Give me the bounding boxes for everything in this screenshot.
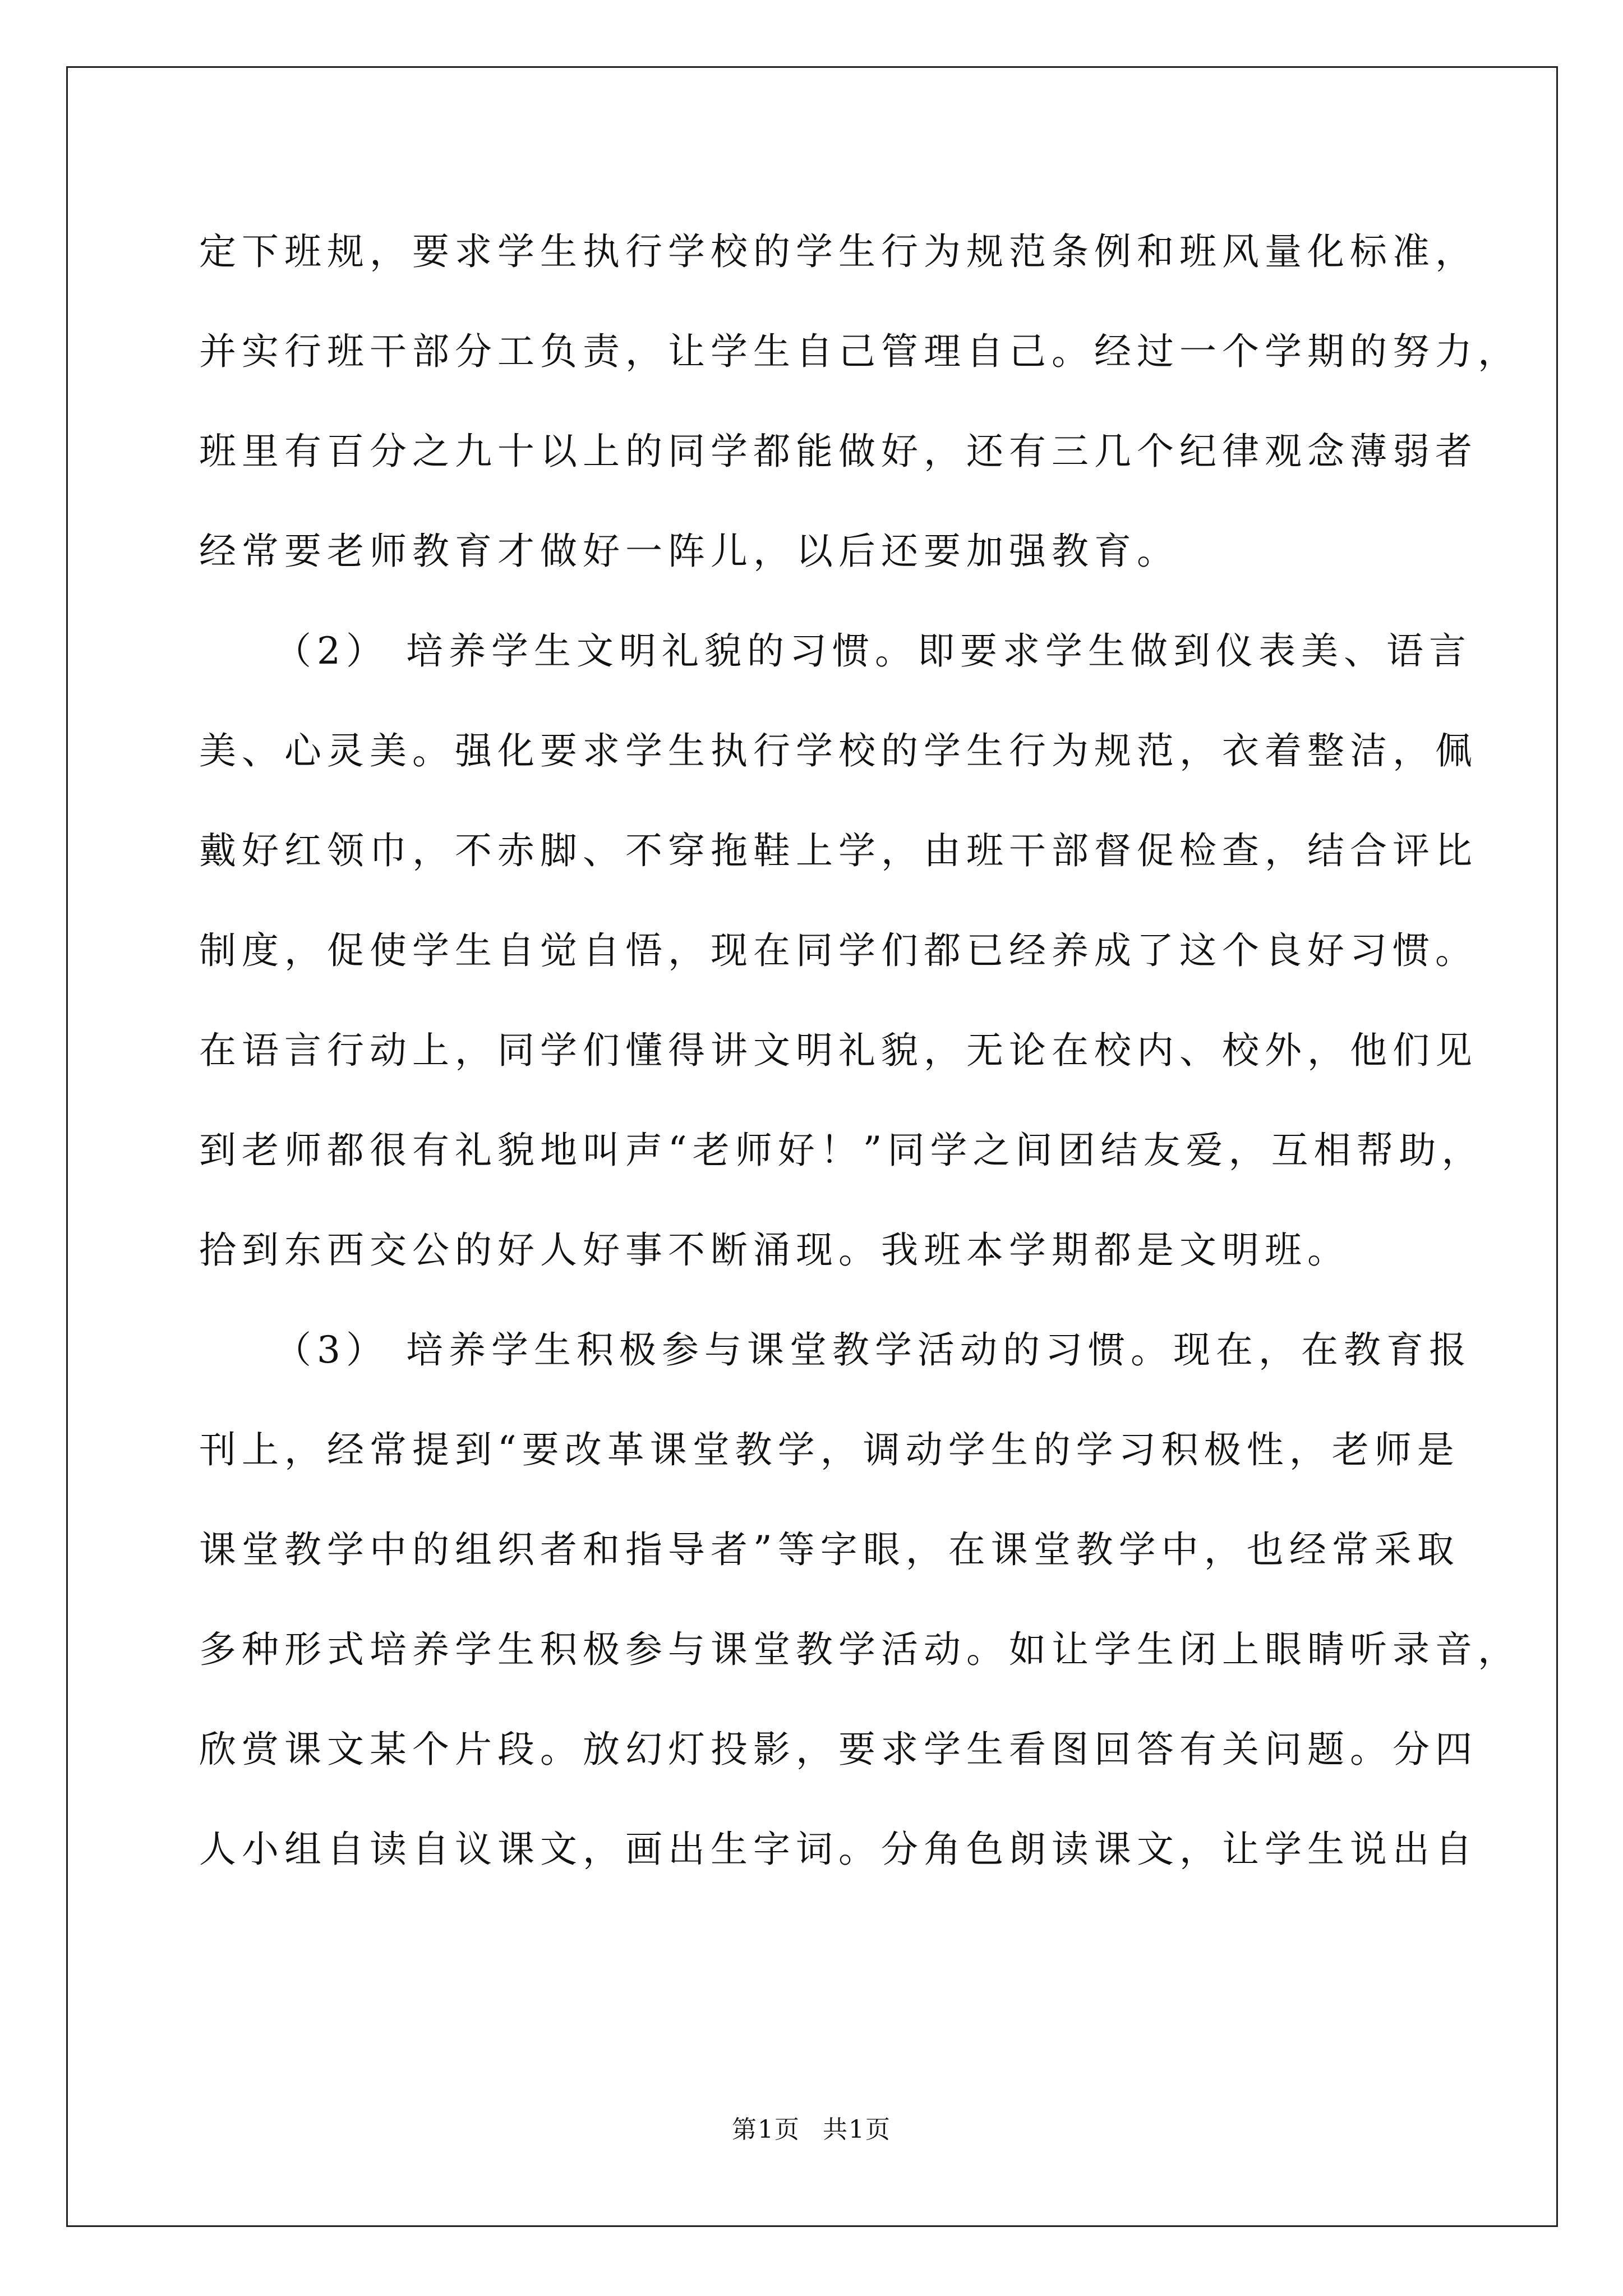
text-line: 多种形式培养学生积极参与课堂教学活动。如让学生闭上眼睛听录音，: [199, 1628, 1520, 1671]
text-line: （3） 培养学生积极参与课堂教学活动的习惯。现在，在教育报: [274, 1328, 1472, 1372]
paragraph-civility-habits: [199, 601, 1484, 1300]
text-line: 拾到东西交公的好人好事不断涌现。我班本学期都是文明班。: [199, 1228, 1350, 1272]
paragraph-classroom-participation: [199, 1300, 1520, 1899]
page-number: 第1页: [732, 2115, 800, 2144]
text-line: 制度，促使学生自觉自悟，现在同学们都已经养成了这个良好习惯。: [199, 929, 1478, 972]
text-line: 课堂教学中的组织者和指导者”等字眼，在课堂教学中，也经常采取: [199, 1528, 1460, 1571]
page-footer: [0, 2109, 1623, 2145]
text-line: 刊上，经常提到“要改革课堂教学，调动学生的学习积极性，老师是: [199, 1428, 1460, 1471]
text-line: 人小组自读自议课文，画出生字词。分角色朗读课文，让学生说出自: [199, 1828, 1478, 1871]
document-body: [199, 202, 1520, 1899]
text-line: 戴好红领巾，不赤脚、不穿拖鞋上学，由班干部督促检查，结合评比: [199, 829, 1478, 872]
text-line: 欣赏课文某个片段。放幻灯投影，要求学生看图回答有关问题。分四: [199, 1728, 1478, 1771]
text-line: 班里有百分之九十以上的同学都能做好，还有三几个纪律观念薄弱者: [199, 430, 1478, 473]
text-line: 并实行班干部分工负责，让学生自己管理自己。经过一个学期的努力，: [199, 330, 1520, 373]
text-line: 定下班规，要求学生执行学校的学生行为规范条例和班风量化标准，: [199, 230, 1478, 273]
text-line: 在语言行动上，同学们懂得讲文明礼貌，无论在校内、校外，他们见: [199, 1029, 1478, 1072]
paragraph-class-rules: [199, 202, 1520, 601]
text-line: 经常要老师教育才做好一阵儿，以后还要加强教育。: [199, 530, 1179, 573]
page-total: 共1页: [823, 2115, 891, 2144]
text-line: （2） 培养学生文明礼貌的习惯。即要求学生做到仪表美、语言: [274, 629, 1472, 673]
text-line: 美、心灵美。强化要求学生执行学校的学生行为规范，衣着整洁，佩: [199, 729, 1478, 772]
text-line: 到老师都很有礼貌地叫声“老师好！”同学之间团结友爱，互相帮助，: [199, 1129, 1484, 1172]
